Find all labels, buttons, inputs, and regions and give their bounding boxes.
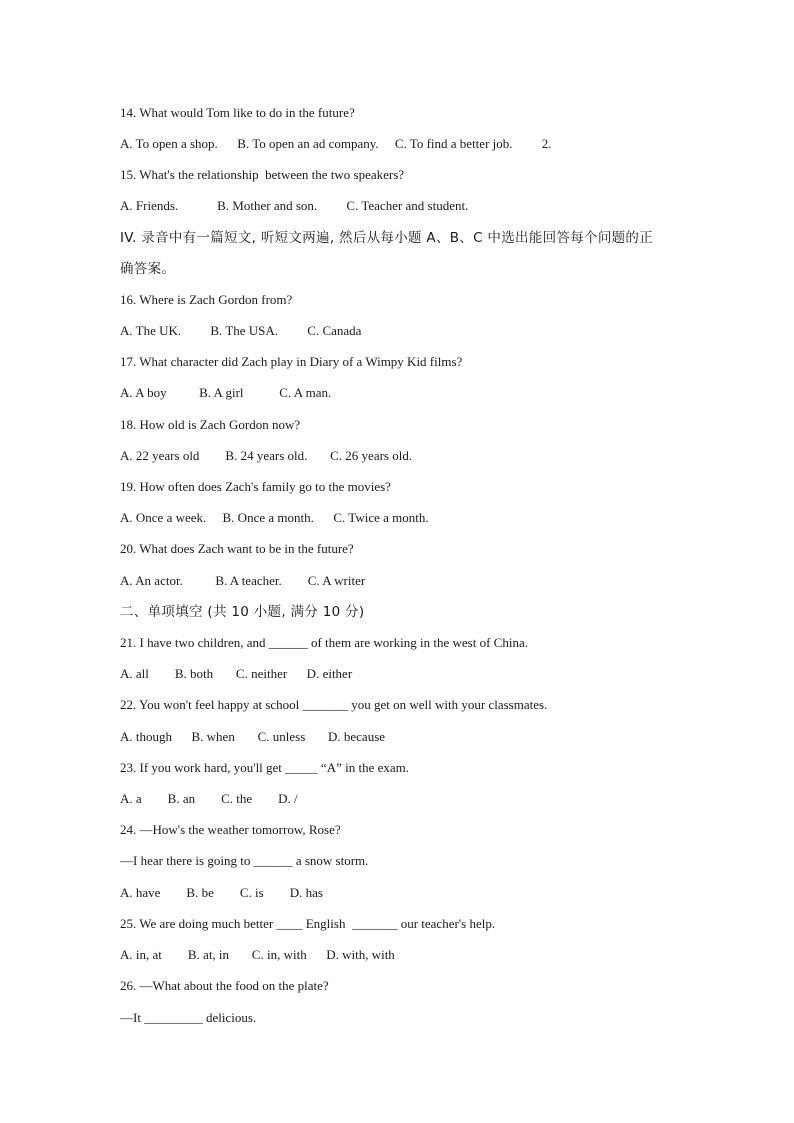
options-22: A. though B. when C. unless D. because xyxy=(120,729,386,744)
question-16: 16. Where is Zach Gordon from? xyxy=(120,292,293,307)
section-2-heading: 二、单项填空 (共 10 小题, 满分 10 分) xyxy=(120,604,365,620)
options-15: A. Friends. B. Mother and son. C. Teacher and student. xyxy=(120,198,469,213)
options-25: A. in, at B. at, in C. in, with D. with, with xyxy=(120,947,395,962)
options-14: A. To open a shop. B. To open an ad company. C. To find a better job. 2. xyxy=(120,136,552,151)
options-24: A. have B. be C. is D. has xyxy=(120,885,323,900)
question-22: 22. You won't feel happy at school _______ you get on well with your classmates. xyxy=(120,697,548,712)
options-23: A. a B. an C. the D. / xyxy=(120,791,298,806)
question-17: 17. What character did Zach play in Diary of a Wimpy Kid films? xyxy=(120,354,463,369)
options-18: A. 22 years old B. 24 years old. C. 26 years old. xyxy=(120,448,413,463)
section-iv-instructions: IV. 录音中有一篇短文, 听短文两遍, 然后从每小题 A、B、C 中选出能回答每个问题的正 xyxy=(120,230,654,246)
question-26: 26. —What about the food on the plate? xyxy=(120,978,329,993)
question-21: 21. I have two children, and ______ of them are working in the west of China. xyxy=(120,635,528,650)
question-19: 19. How often does Zach's family go to the movies? xyxy=(120,479,391,494)
options-17: A. A boy B. A girl C. A man. xyxy=(120,385,332,400)
question-18: 18. How old is Zach Gordon now? xyxy=(120,417,301,432)
question-24: 24. —How's the weather tomorrow, Rose? xyxy=(120,822,341,837)
question-14: 14. What would Tom like to do in the future? xyxy=(120,105,355,120)
question-26-cont: —It _________ delicious. xyxy=(120,1010,257,1025)
options-20: A. An actor. B. A teacher. C. A writer xyxy=(120,573,366,588)
question-25: 25. We are doing much better ____ English _______ our teacher's help. xyxy=(120,916,496,931)
question-20: 20. What does Zach want to be in the future? xyxy=(120,541,354,556)
question-23: 23. If you work hard, you'll get _____ “A” in the exam. xyxy=(120,760,409,775)
options-19: A. Once a week. B. Once a month. C. Twice a month. xyxy=(120,510,429,525)
question-24-cont: —I hear there is going to ______ a snow storm. xyxy=(120,853,369,868)
section-iv-instructions-cont: 确答案。 xyxy=(120,261,176,277)
question-15: 15. What's the relationship between the two speakers? xyxy=(120,167,405,182)
options-16: A. The UK. B. The USA. C. Canada xyxy=(120,323,362,338)
options-21: A. all B. both C. neither D. either xyxy=(120,666,353,681)
